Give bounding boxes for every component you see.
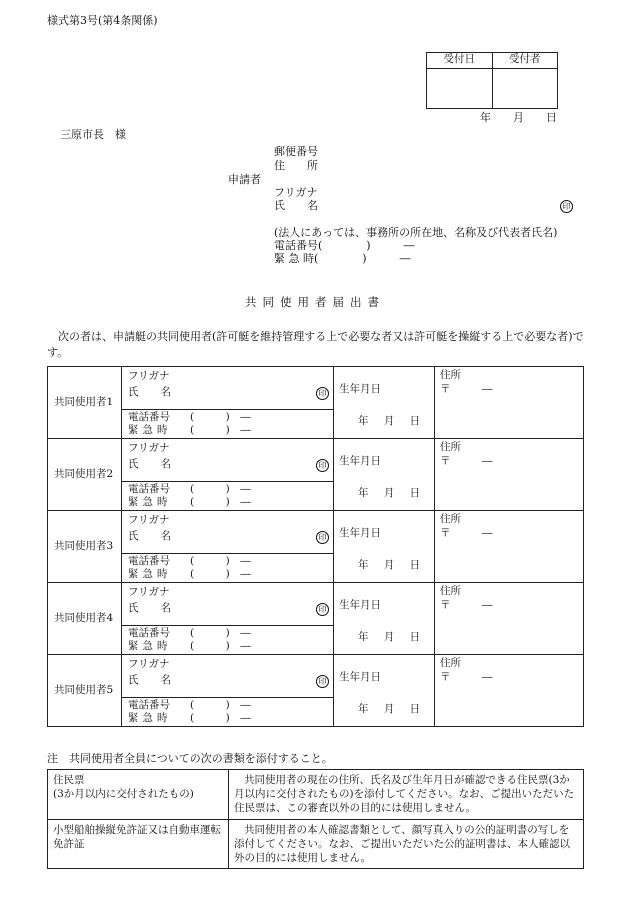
phone-cell[interactable] <box>122 482 334 511</box>
phone-label: 電話番号 <box>128 627 170 639</box>
birth-label: 生年月日 <box>339 455 381 467</box>
table-row <box>48 655 584 698</box>
addressee: 三原市長 様 <box>60 128 126 141</box>
address-cell[interactable] <box>435 439 584 511</box>
phone-value: ( ) ― <box>190 411 251 423</box>
seal-icon: 印 <box>316 603 329 616</box>
birth-label: 生年月日 <box>339 599 381 611</box>
co-user-label: 共同使用者5 <box>48 655 122 727</box>
name-cell[interactable] <box>122 655 334 698</box>
name-cell[interactable] <box>122 439 334 482</box>
applicant-phone[interactable]: 電話番号( ) ― <box>274 239 415 252</box>
corporate-note: (法人にあっては、事務所の所在地、名称及び代表者氏名) <box>274 226 558 239</box>
birth-label: 生年月日 <box>339 671 381 683</box>
seal-icon: 印 <box>316 387 329 400</box>
emergency-label: 緊急時 <box>128 424 172 436</box>
address-cell[interactable] <box>435 511 584 583</box>
co-user-label: 共同使用者3 <box>48 511 122 583</box>
table-row <box>48 583 584 626</box>
phone-label: 電話番号 <box>128 555 170 567</box>
phone-value: ( ) ― <box>190 627 251 639</box>
document-title: 共同使用者届出書 <box>245 295 385 309</box>
table-row <box>48 511 584 554</box>
zip-line: 〒 ― <box>440 383 493 395</box>
birth-cell[interactable] <box>334 655 435 727</box>
zip-line: 〒 ― <box>440 455 493 467</box>
receiver-header: 受付者 <box>492 53 558 69</box>
emergency-label: 緊急時 <box>128 640 172 652</box>
applicant-emergency-phone[interactable]: 緊 急 時( ) ― <box>274 252 411 265</box>
seal-icon: 印 <box>316 459 329 472</box>
birth-date: 年 月 日 <box>358 631 421 643</box>
co-user-label: 共同使用者1 <box>48 367 122 439</box>
phone-cell[interactable] <box>122 554 334 583</box>
birth-cell[interactable] <box>334 439 435 511</box>
name-cell[interactable] <box>122 583 334 626</box>
receiver-cell[interactable] <box>492 69 558 109</box>
kana-label: フリガナ <box>128 586 170 598</box>
address-cell[interactable] <box>435 367 584 439</box>
submission-date-line[interactable]: 年 月 日 <box>480 111 557 124</box>
kana-label: フリガナ <box>128 370 170 382</box>
birth-cell[interactable] <box>334 367 435 439</box>
table-row <box>48 367 584 410</box>
phone-cell[interactable] <box>122 410 334 439</box>
name-cell[interactable] <box>122 511 334 554</box>
form-number: 様式第3号(第4条関係) <box>47 14 158 27</box>
name-label: 氏名 <box>128 458 193 470</box>
birth-date: 年 月 日 <box>358 559 421 571</box>
document-description: 共同使用者の本人確認書類として、顔写真入りの公的証明書の写しを添付してください。なお、ご提出いただいた公的証明書は、本人確認以外の目的には使用しません。 <box>229 819 584 869</box>
name-cell[interactable] <box>122 367 334 410</box>
phone-cell[interactable] <box>122 698 334 727</box>
name-label: 氏名 <box>128 530 193 542</box>
name-label: 氏名 <box>128 674 193 686</box>
applicant-address-label: 住 所 <box>274 159 318 172</box>
co-user-label: 共同使用者2 <box>48 439 122 511</box>
emergency-label: 緊急時 <box>128 712 172 724</box>
address-label: 住所 <box>440 369 461 381</box>
emergency-value: ( ) ― <box>190 496 251 508</box>
name-label: 氏名 <box>128 602 193 614</box>
received-date-cell[interactable] <box>427 69 493 109</box>
phone-value: ( ) ― <box>190 699 251 711</box>
phone-cell[interactable] <box>122 626 334 655</box>
birth-label: 生年月日 <box>339 527 381 539</box>
birth-date: 年 月 日 <box>358 415 421 427</box>
emergency-value: ( ) ― <box>190 424 251 436</box>
applicant-seal-icon: 印 <box>560 199 573 213</box>
co-user-label: 共同使用者4 <box>48 583 122 655</box>
zip-line: 〒 ― <box>440 527 493 539</box>
phone-value: ( ) ― <box>190 555 251 567</box>
applicant-postal-label: 郵便番号 <box>274 145 318 158</box>
applicant-name-label: 氏 名 <box>274 199 318 212</box>
document-name: 小型船舶操縦免許証又は自動車運転免許証 <box>48 819 229 869</box>
emergency-label: 緊急時 <box>128 496 172 508</box>
kana-label: フリガナ <box>128 514 170 526</box>
kana-label: フリガナ <box>128 658 170 670</box>
seal-icon: 印 <box>316 531 329 544</box>
emergency-value: ( ) ― <box>190 568 251 580</box>
table-row <box>48 770 584 820</box>
applicant-kana-label: フリガナ <box>274 186 318 199</box>
address-label: 住所 <box>440 513 461 525</box>
phone-label: 電話番号 <box>128 699 170 711</box>
documents-table <box>47 769 584 869</box>
intro-text: 次の者は、申請艇の共同使用者(許可艇を維持管理する上で必要な者又は許可艇を操縦する上で必要な者)です。 <box>47 330 584 359</box>
emergency-value: ( ) ― <box>190 640 251 652</box>
emergency-value: ( ) ― <box>190 712 251 724</box>
phone-label: 電話番号 <box>128 483 170 495</box>
address-label: 住所 <box>440 585 461 597</box>
birth-cell[interactable] <box>334 583 435 655</box>
birth-date: 年 月 日 <box>358 487 421 499</box>
attachment-note: 注 共同使用者全員についての次の書類を添付すること。 <box>47 752 333 765</box>
table-row <box>48 819 584 869</box>
address-cell[interactable] <box>435 583 584 655</box>
name-label: 氏名 <box>128 386 193 398</box>
reception-box <box>426 52 558 109</box>
seal-icon: 印 <box>316 675 329 688</box>
co-users-table <box>47 366 584 727</box>
applicant-section-label: 申請者 <box>228 173 261 186</box>
phone-value: ( ) ― <box>190 483 251 495</box>
address-label: 住所 <box>440 441 461 453</box>
address-cell[interactable] <box>435 655 584 727</box>
phone-label: 電話番号 <box>128 411 170 423</box>
table-row <box>48 439 584 482</box>
address-label: 住所 <box>440 657 461 669</box>
document-name: 住民票 (3か月以内に交付されたもの) <box>48 770 229 820</box>
emergency-label: 緊急時 <box>128 568 172 580</box>
birth-cell[interactable] <box>334 511 435 583</box>
received-date-header: 受付日 <box>427 53 493 69</box>
kana-label: フリガナ <box>128 442 170 454</box>
document-description: 共同使用者の現在の住所、氏名及び生年月日が確認できる住民票(3か月以内に交付されたもの)を添付してください。なお、ご提出いただいた住民票は、この審査以外の目的には使用しません。 <box>229 770 584 820</box>
birth-label: 生年月日 <box>339 383 381 395</box>
birth-date: 年 月 日 <box>358 703 421 715</box>
zip-line: 〒 ― <box>440 599 493 611</box>
zip-line: 〒 ― <box>440 671 493 683</box>
